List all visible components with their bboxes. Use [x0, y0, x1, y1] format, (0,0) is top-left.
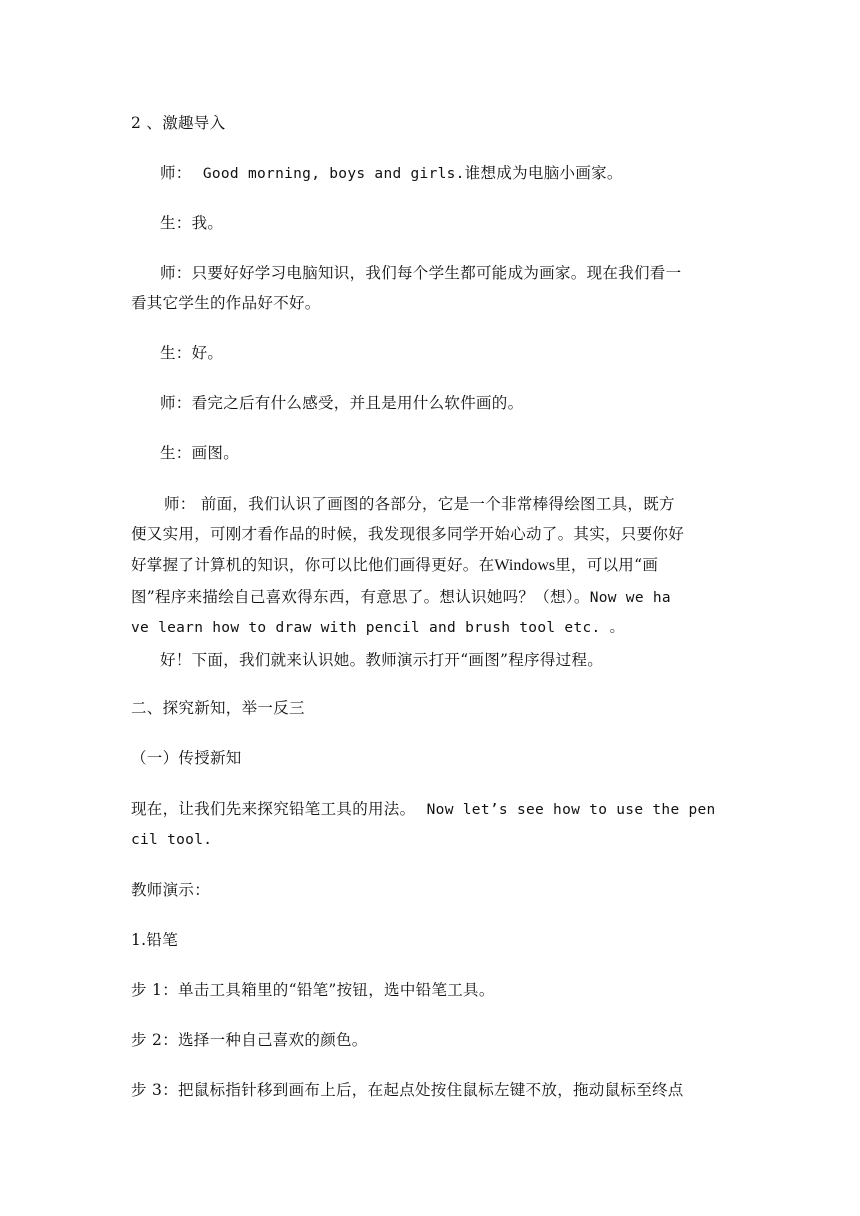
teacher-line-4-part2: 便又实用，可刚才看作品的时候，我发现很多同学开始心动了。其实，只要你好: [131, 525, 685, 543]
pencil-intro-chinese: 现在，让我们先来探究铅笔工具的用法。: [131, 800, 416, 818]
step-1: 步 1：单击工具箱里的“铅笔”按钮，选中铅笔工具。: [131, 981, 495, 999]
teacher-line-4-part3: [131, 555, 658, 576]
speaker-prefix: 师：: [160, 164, 192, 182]
line-text-a: 图”程序来描绘自己喜欢得东西，有意思了。想认识她吗？（想）。: [131, 588, 590, 606]
student-line-1: 生：我。: [160, 214, 224, 232]
subsection-heading-teach: （一）传授新知: [131, 749, 242, 767]
section-heading-incentive: 2 、激趣导入: [131, 114, 226, 132]
greeting-question: 谁想成为电脑小画家。: [464, 164, 623, 182]
pencil-intro-line-2: cil tool.: [131, 832, 213, 848]
english-greeting: Good morning, boys and girls.: [202, 166, 465, 182]
teacher-line-2-part2: 看其它学生的作品好不好。: [131, 294, 321, 312]
student-line-3: 生：画图。: [160, 444, 240, 462]
line-text-b: 里，可以用“画: [555, 556, 659, 574]
teacher-demo-label: 教师演示：: [131, 881, 211, 899]
teacher-line-2-part1: 师：只要好好学习电脑知识，我们每个学生都可能成为画家。现在我们看一: [160, 264, 682, 282]
pencil-intro-line-1: [131, 799, 716, 820]
section-heading-explore: 二、探究新知，举一反三: [131, 699, 305, 717]
windows-term: Windows: [494, 557, 556, 574]
step-3: 步 3：把鼠标指针移到画布上后，在起点处按住鼠标左键不放，拖动鼠标至终点: [131, 1081, 684, 1099]
teacher-line-3: 师：看完之后有什么感受，并且是用什么软件画的。: [160, 394, 524, 412]
teacher-line-4-part4: [131, 587, 671, 608]
line-text-a: 好掌握了计算机的知识，你可以比他们画得更好。在: [131, 556, 495, 574]
step-2: 步 2：选择一种自己喜欢的颜色。: [131, 1031, 368, 1049]
teacher-line-greeting: [160, 163, 623, 184]
item-pencil-heading: 1.铅笔: [131, 931, 178, 949]
teacher-line-4-part5: ve learn how to draw with pencil and brush tool etc. 。: [131, 620, 625, 636]
line-english-start: Now we ha: [589, 590, 671, 606]
teacher-line-4-part1: 师： 前面，我们认识了画图的各部分，它是一个非常棒得绘图工具，既方: [164, 495, 675, 513]
pencil-intro-english: Now let’s see how to use the pen: [426, 802, 716, 818]
teacher-line-4-part6: 好！下面，我们就来认识她。教师演示打开“画图”程序得过程。: [160, 651, 604, 669]
student-line-2: 生：好。: [160, 344, 224, 362]
